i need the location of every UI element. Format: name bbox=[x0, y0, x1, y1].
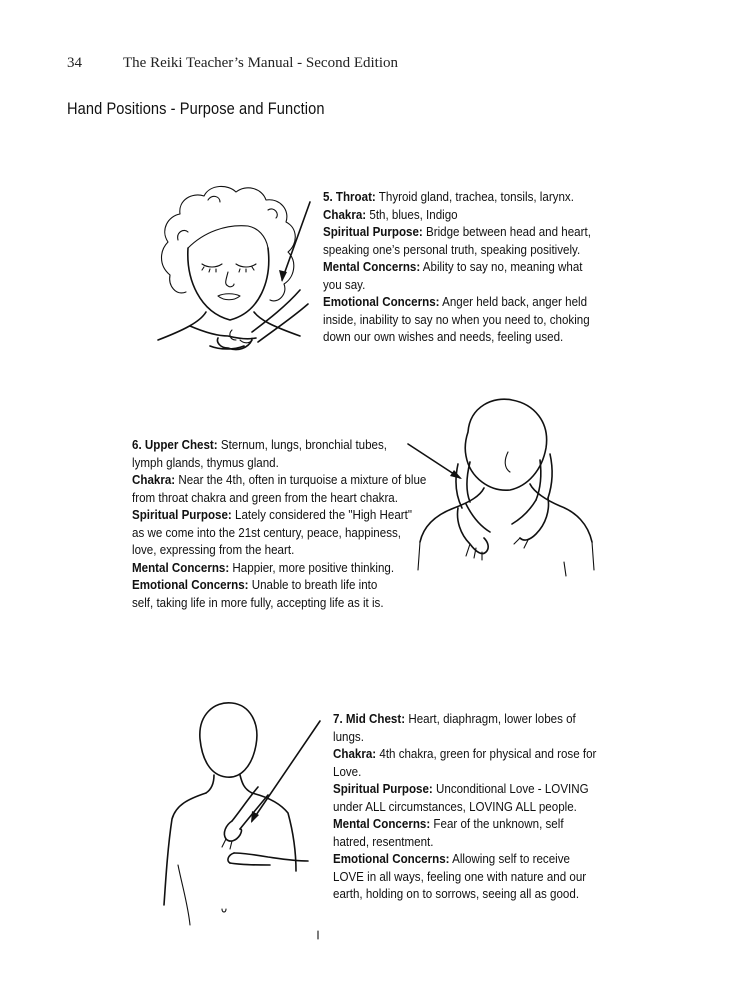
text-line bbox=[333, 816, 596, 834]
text-line bbox=[132, 525, 426, 543]
field-label: Chakra: bbox=[333, 747, 377, 761]
field-label: Spiritual Purpose: bbox=[132, 508, 232, 522]
text-line bbox=[132, 472, 426, 490]
text-line bbox=[132, 560, 426, 578]
text-line bbox=[132, 507, 426, 525]
mid-chest-position-description bbox=[333, 711, 596, 904]
text-line bbox=[333, 746, 596, 764]
field-text: Unable to breath life into bbox=[248, 578, 378, 592]
field-label: 5. Throat: bbox=[323, 190, 376, 204]
text-line bbox=[323, 259, 591, 277]
field-label: Chakra: bbox=[132, 473, 176, 487]
field-text: inside, inability to say no when you need to, choking bbox=[323, 312, 590, 327]
field-text: under ALL circumstances, LOVING ALL people. bbox=[333, 799, 577, 814]
text-line bbox=[132, 490, 426, 508]
field-text: speaking one’s personal truth, speaking positively. bbox=[323, 242, 581, 257]
text-line bbox=[132, 437, 426, 455]
field-text: Near the 4th, often in turquoise a mixture of blue bbox=[175, 473, 427, 487]
field-text: hatred, resentment. bbox=[333, 834, 434, 849]
field-text: Thyroid gland, trachea, tonsils, larynx. bbox=[375, 190, 574, 204]
field-label: Spiritual Purpose: bbox=[333, 782, 433, 796]
running-header bbox=[67, 55, 398, 72]
section-title: Hand Positions - Purpose and Function bbox=[67, 99, 325, 118]
field-text: LOVE in all ways, feeling one with nature and our bbox=[333, 869, 587, 884]
field-label: Emotional Concerns: bbox=[323, 295, 440, 309]
field-text: love, expressing from the heart. bbox=[132, 543, 295, 557]
text-line bbox=[323, 189, 591, 207]
text-line bbox=[333, 869, 596, 887]
text-line bbox=[323, 224, 591, 242]
mid-chest-position-illustration bbox=[148, 695, 328, 945]
text-line bbox=[323, 277, 591, 295]
field-label: 6. Upper Chest: bbox=[132, 438, 218, 452]
field-label: Mental Concerns: bbox=[323, 260, 421, 274]
page-number: 34 bbox=[67, 55, 82, 71]
field-text: down our own wishes and needs, feeling used. bbox=[323, 330, 564, 344]
text-line bbox=[323, 242, 591, 260]
field-text: Ability to say no, meaning what bbox=[420, 260, 583, 274]
field-text: self, taking life in more fully, accepting life as it is. bbox=[132, 595, 384, 610]
text-line bbox=[132, 542, 426, 560]
text-line bbox=[333, 851, 596, 869]
field-text: 5th, blues, Indigo bbox=[366, 207, 458, 222]
text-line bbox=[323, 294, 591, 312]
text-line bbox=[333, 799, 596, 817]
field-text: Unconditional Love - LOVING bbox=[432, 782, 589, 796]
field-label: Spiritual Purpose: bbox=[323, 225, 423, 239]
field-label: Chakra: bbox=[323, 207, 367, 222]
field-label: Emotional Concerns: bbox=[132, 578, 249, 592]
text-line bbox=[323, 207, 591, 225]
text-line bbox=[132, 595, 426, 613]
text-line bbox=[333, 711, 596, 729]
book-title: The Reiki Teacher’s Manual - Second Edition bbox=[123, 55, 398, 71]
field-text: Happier, more positive thinking. bbox=[229, 560, 395, 575]
field-text: earth, holding on to sorrows, seeing all as good. bbox=[333, 887, 580, 901]
text-line bbox=[333, 834, 596, 852]
field-text: Fear of the unknown, self bbox=[430, 817, 564, 831]
throat-position-description bbox=[323, 189, 591, 347]
field-label: Mental Concerns: bbox=[333, 817, 431, 831]
field-text: from throat chakra and green from the heart chakra. bbox=[132, 490, 398, 505]
field-text: lymph glands, thymus gland. bbox=[132, 455, 279, 470]
field-label: Mental Concerns: bbox=[132, 560, 230, 575]
text-line bbox=[333, 729, 596, 747]
throat-position-illustration bbox=[148, 180, 318, 365]
text-line bbox=[333, 781, 596, 799]
field-text: 4th chakra, green for physical and rose for bbox=[376, 747, 597, 761]
upper-chest-position-description bbox=[132, 437, 426, 612]
field-text: Anger held back, anger held bbox=[439, 295, 588, 309]
text-line bbox=[132, 577, 426, 595]
field-text: Love. bbox=[333, 764, 362, 779]
field-text: Heart, diaphragm, lower lobes of bbox=[405, 712, 576, 726]
field-label: Emotional Concerns: bbox=[333, 852, 450, 866]
field-text: lungs. bbox=[333, 729, 364, 744]
text-line bbox=[323, 312, 591, 330]
field-text: as we come into the 21st century, peace, happiness, bbox=[132, 525, 402, 540]
field-text: Lately considered the "High Heart" bbox=[231, 508, 412, 522]
field-label: 7. Mid Chest: bbox=[333, 712, 406, 726]
field-text: Sternum, lungs, bronchial tubes, bbox=[217, 438, 388, 452]
field-text: Allowing self to receive bbox=[449, 852, 570, 866]
field-text: Bridge between head and heart, bbox=[422, 225, 591, 239]
text-line bbox=[333, 886, 596, 904]
text-line bbox=[333, 764, 596, 782]
text-line bbox=[132, 455, 426, 473]
upper-chest-position-illustration bbox=[400, 392, 610, 582]
field-text: you say. bbox=[323, 277, 366, 292]
text-line bbox=[323, 329, 591, 347]
